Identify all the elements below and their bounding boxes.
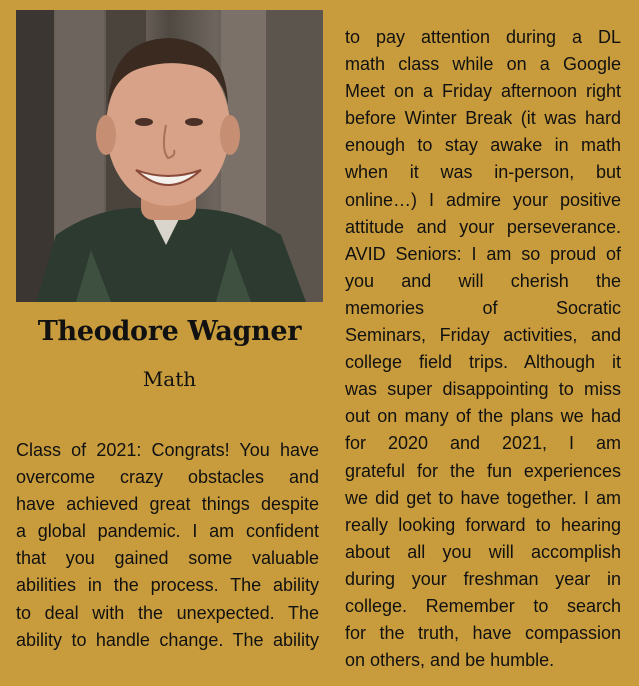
text-line: Meet on a Friday afternoon right — [345, 81, 621, 102]
text-line: memories of Socratic — [345, 297, 621, 318]
text-line: for the truth, have compassion — [345, 623, 621, 644]
teacher-subject: Math — [142, 367, 197, 391]
text-line: about all you will accomplish — [345, 541, 621, 562]
text-line: attitude and your perseverance. — [345, 216, 621, 237]
text-line: you and will cherish the — [345, 270, 621, 291]
teacher-name: Theodore Wagner — [37, 316, 302, 347]
text-line: before Winter Break (it was hard — [345, 108, 621, 129]
text-line: we did get to have together. I am — [345, 487, 621, 508]
text-line: to pay attention during a DL — [345, 27, 621, 47]
text-line: Class of 2021: Congrats! You have — [16, 440, 319, 460]
message-column-left — [16, 437, 319, 654]
text-line: during your freshman year in — [345, 568, 621, 589]
text-line: a global pandemic. I am confident — [16, 521, 319, 542]
text-line: on others, and be humble. — [345, 650, 555, 671]
text-line: college. Remember to search — [345, 595, 621, 616]
text-line: enough to stay awake in math — [345, 135, 621, 156]
text-line: was super disappointing to miss — [345, 379, 621, 400]
text-line: math class while on a Google — [345, 54, 621, 75]
text-line: have achieved great things despite — [16, 494, 319, 515]
text-line: grateful for the fun experiences — [345, 460, 621, 481]
text-line: Seminars, Friday activities, and — [345, 325, 621, 346]
text-line: that you gained some valuable — [16, 548, 319, 569]
text-line: college field trips. Although it — [345, 352, 621, 373]
text-line: really looking forward to hearing — [345, 514, 621, 535]
text-line: ability to handle change. The ability — [16, 629, 319, 650]
text-line: abilities in the process. The ability — [16, 575, 319, 596]
text-line: overcome crazy obstacles and — [16, 467, 319, 488]
text-line: online…) I admire your positive — [345, 189, 621, 210]
message-column-right — [345, 24, 621, 674]
text-line: when it was in-person, but — [345, 162, 621, 183]
text-line: AVID Seniors: I am so proud of — [345, 243, 621, 264]
text-line: out on many of the plans we had — [345, 406, 621, 427]
text-line: for 2020 and 2021, I am — [345, 433, 621, 454]
text-line: to deal with the unexpected. The — [16, 602, 319, 623]
portrait-photo — [16, 10, 323, 302]
portrait-illustration — [16, 10, 323, 302]
